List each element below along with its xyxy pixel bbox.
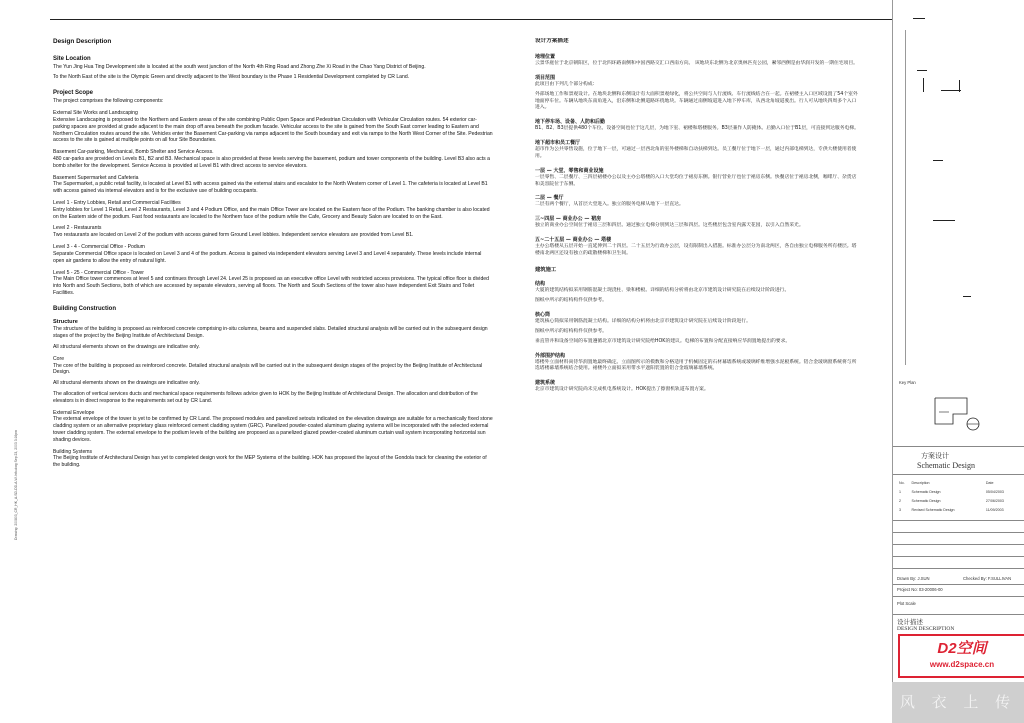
rule — [893, 544, 1024, 545]
supermarket-text: The Supermarket, a public retail facility, is located at Level B1 with access gained via the external stairs and escalator to the North Western corner of Level 1. The cafeteria is located at Level B1 with access gained via internal elevators and is for the exclusive use of building occupants. — [53, 181, 488, 195]
basement-title: Basement Car-parking, Mechanical, Bomb Shelter and Service Access. — [53, 149, 214, 156]
cn-scope-intro: 此项目由下列几个部分构成： — [535, 81, 598, 87]
site-location-heading: Site Location — [53, 55, 91, 62]
revision-row — [898, 505, 1018, 514]
rule — [893, 446, 1024, 447]
revision-table — [898, 478, 1018, 514]
rule — [893, 614, 1024, 615]
key-plan-drawing — [927, 392, 987, 442]
level2-title: Level 2 - Restaurants — [53, 225, 102, 232]
cn-core-note: 图纸中所示的结构构件仅供参考。 — [535, 328, 607, 334]
external-works-title: External Site Works and Landscaping — [53, 110, 138, 117]
cn-systems-text: 北京市建筑设计研究院尚未完成机电系统设计。HOK提出了擦窗机轨道布置方案。 — [535, 387, 709, 393]
level1-title: Level 1 - Entry Lobbies, Retail and Commercial Facilities — [53, 200, 181, 207]
supermarket-title: Basement Supermarket and Cafeteria — [53, 174, 139, 181]
cn-title: 设计方案描述 — [535, 38, 569, 44]
level2-text: Two restaurants are located on Level 2 of the podium with access gained form Ground Level lobbies. Independent service elevators are provided from Level B1. — [53, 232, 414, 239]
cn-envelope-title: 外部围护结构 — [535, 352, 566, 359]
rule — [893, 568, 1024, 569]
structure-title: Structure — [53, 318, 78, 325]
cn-supermarket-text: 超市作为公共零售设施，位于地下一层，可通过一层西北角的室外楼梯和自动扶梯到达。员工餐厅位于地下一层，通过内部电梯到达，专供大楼使用者使用。 — [535, 147, 857, 159]
rule — [893, 520, 1024, 521]
cn-level1-title: 一层 — 大堂、零售和商业设施 — [535, 167, 604, 174]
building-systems-text: The Beijing Institute of Architectural Design has yet to completed design work for the MEP Systems of the building. HOK has proposed the layout of the Gondola track for cleaning the exterior of the building. — [53, 455, 487, 469]
logo-mark-8 — [963, 296, 971, 297]
external-works-text: Extensive Landscaping is proposed to the Northern and Eastern areas of the site combining Public Open Space and Pedestrian Circulation with Vehicular Circulation routes. 54 exterior car-parking spaces are provided at grade adjacent to the main drop off area beneath the podium facade. Vehicular access to the site is gained from the South East corner leading to Eastern and Northern Circulation routes around the site. Vehicles enter the Basement Car-parking via ramps adjacent to the South boundary and exit via ramps to the North West Corner of the Site. Pedestrian access to the site is gained at multiple points on all four Site Boundaries. — [53, 116, 493, 144]
level525-text: The Main Office tower commences at level 5 and continues through Level 24. Level 25 is proposed as an executive office Level with restricted access provisions. The typical office floor is divided into North and South Sections, both of which are accessed by separate elevators, serving all floors. The North and South Sections of the tower also have independent Exit Stairs and Toilet Facilities. — [53, 276, 489, 296]
cn-b1-title: 地下停车场、设备、人防和后勤 — [535, 119, 606, 126]
file-path-label: Drawing: 200803_CR_HK_A-SD-DD-A-W-Info.dwg Sep 23, 2003 3:16pm — [14, 430, 18, 540]
logo-mark-6 — [933, 160, 943, 161]
structure-text: The structure of the building is proposed as reinforced concrete comprising in-situ columns, beams and suspended slabs. Detailed structural analysis will be carried out in the subsequent design stages of the project by the Beijing Institute of Architectural Design. — [53, 326, 488, 340]
project-no: Project No: 03-20006-00 — [897, 587, 943, 592]
rev-header-date: Date — [985, 480, 994, 485]
cn-level34-title: 三~四层 — 商业办公 — 裙房 — [535, 216, 602, 223]
cn-envelope-text: 塔楼外立面材料尚待华润置地最终确定。立面图所示的模数和分格适用于机械固定的石材幕墙系统或玻璃纤维增强水泥板系统。铝合金玻璃窗系统将与所选塔楼幕墙系统结合使用。裙楼外立面拟采用带水平遮阳装置的铝合金玻璃幕墙系统。 — [535, 359, 857, 372]
construction-heading: Building Construction — [53, 305, 116, 312]
revision-row — [898, 487, 1018, 496]
logo-mark-3 — [923, 78, 924, 92]
core-note: All structural elements shown on the drawings are indicative only. — [53, 380, 200, 387]
envelope-title: External Envelope — [53, 409, 95, 416]
stamp-logo-text: D2空间 — [937, 640, 987, 657]
level1-text: Entry lobbies for Level 1 Retail, Level 2 Restaurants, Level 3 and 4 Podium Office, and the main Office Tower are located on the Eastern face of the Podium. The banking chamber is also located on the Eastern side of the podium. Fast food restaurants are located to the Northern face of the podium while the Cafe, Grocery and Beauty Salon are located to on the East. — [53, 206, 490, 220]
cn-scope-title: 项目范围 — [535, 74, 556, 81]
cn-shaft-text: 垂直管井和设备空间的布置遵循北京市建筑设计研究院给HOK的建议。电梯的布置和分配直接响应华润置地提出的要求。 — [535, 338, 791, 344]
rule — [893, 556, 1024, 557]
cn-core-text: 建筑核心筒拟采用钢筋混凝土结构。详细的结构分析将由北京市建筑设计研究院在后续设计阶段进行。 — [535, 319, 751, 325]
rev-description: Revised Schematic Design — [911, 507, 955, 512]
rev-no: 1 — [899, 489, 901, 494]
cn-b1-text: B1、B2、B3层提供480个车位。设备空间也位于这几层，为地下室、裙楼和塔楼服务。B3层兼作人防掩体。后勤入口位于B1层，可直接到达服务电梯。 — [535, 126, 859, 132]
english-description — [53, 38, 493, 688]
rev-header-no: No. — [899, 480, 905, 485]
cn-level1-text: 一层零售、二层餐厅、三四层裙楼办公以及主办公塔楼的入口大堂均位于裙房东侧。银行营业厅也位于裙房东侧。快餐店位于裙房北侧，咖啡厅、杂货店和美容院位于东侧。 — [535, 174, 857, 187]
revision-row — [898, 496, 1018, 505]
upload-watermark: 风 衣 上 传 — [892, 682, 1024, 723]
drawn-by: Drawn By: J.SUN — [897, 576, 930, 581]
sheet-title-cn: 设计描述 — [897, 618, 923, 626]
core-text: The core of the building is proposed as reinforced concrete. Detailed structural analysis will be carried out in the subsequent design stages of the project by the Beijing Institute of Architectural Design. — [53, 362, 483, 376]
project-scope-heading: Project Scope — [53, 90, 94, 97]
site-location-text-2: To the North East of the site is the Olympic Green and directly adjacent to the West boundary is the Phase 1 Residential Development completed by CR Land. — [53, 74, 410, 81]
logo-mark-2 — [917, 70, 927, 71]
level34-text: Separate Commercial Office space is located on Level 3 and 4 of the podium. Access is gained via independent elevators serving Level 3 and Level 4 separately. These levels include internal open air gardens to allow the entry of natural light. — [53, 250, 482, 264]
logo-mark-4 — [941, 90, 961, 91]
plot-scale: Plot Scale — [897, 601, 916, 606]
chinese-description — [535, 38, 860, 558]
building-systems-title: Building Systems — [53, 448, 93, 455]
rev-header-description: Description — [911, 480, 930, 485]
envelope-text: The external envelope of the tower is yet to be confirmed by CR Land. The proposed modules and panelized setouts indicated on the elevation drawings are suitable for a mechanically fixed stone cladding system or an alternative proprietary glass reinforced cement cladding system (GRC). Panelized powder-coated aluminum glazing systems will be incorporated with the selected external tower cladding system. The external envelope to the podium levels of the building are proposed as a panelized glazed powder-coated aluminum curtain wall system incorporating horizontal sun shading devices. — [53, 416, 493, 443]
sheet-title-en: DESIGN DESCRIPTION — [897, 626, 955, 632]
site-location-text: The Yun Jing Hua Ting Development site is located at the south west junction of the North 4th Ring Road and Zhong Zhe Xi Road in the Chao Yang District of Beijing. — [53, 63, 426, 70]
rev-date: 05/04/2003 — [985, 489, 1004, 494]
cn-structure-note: 图纸中所示的结构构件仅供参考。 — [535, 298, 607, 304]
title-block-divider — [905, 30, 906, 365]
basement-text: 480 car-parks are provided on Levels B1, B2 and B3. Mechanical space is also provided at these levels serving the basement, podium and tower components of the building. Level B3 also acts a bomb shelter for the development. Service Access is provided at Level B1 with direct access to service elevators. — [53, 155, 490, 169]
rev-no: 3 — [899, 507, 901, 512]
cn-level525-title: 五~二十五层 — 商业办公 — 塔楼 — [535, 237, 612, 244]
cn-level525-text: 主办公塔楼从五层开始一直延伸到二十四层。二十五层为行政办公层，设有限制出入措施。标准办公层分为南北两区，各自由独立电梯服务所有楼层。塔楼南北两区还设有独立的疏散楼梯和卫生间。 — [535, 244, 857, 257]
key-plan-label: Key Plan — [899, 380, 916, 385]
rule — [893, 532, 1024, 533]
cn-structure-title: 结构 — [535, 281, 546, 288]
cn-scope-text: 外部场地工作和景观设计。在地块北侧和东侧设计有大面积景观绿化，将公共空间与人行流线、车行流线结合在一起。在裙楼主入口区域设置了54个室外地面停车位。车辆从地块东南角进入，沿东侧和北侧道路环绕地块。车辆通过南侧坡道进入地下停车库，从西北角坡道驶出。行人可从地块四周多个入口进入。 — [535, 91, 858, 111]
cn-location-text: 云景华庭位于北京朝阳区，位于北四环路南侧和中国西路交汇口西南方向。 该地块东北侧为北京奥林匹克公园，紧邻西侧是由华润开发的一期住宅项目。 — [535, 61, 858, 67]
project-scope-intro: The project comprises the following components: — [53, 98, 164, 105]
cn-level2-title: 二层 — 餐厅 — [535, 195, 564, 202]
cn-construction-title: 建筑施工 — [535, 266, 557, 273]
rev-no: 2 — [899, 498, 901, 503]
rev-date: 27/06/2003 — [985, 498, 1004, 503]
d2space-stamp — [898, 634, 1024, 678]
stage-cn: 方案设计 — [921, 452, 949, 460]
core-title: Core — [53, 355, 65, 362]
cn-core-title: 核心筒 — [535, 312, 551, 319]
rev-date: 11/09/2003 — [985, 507, 1004, 512]
logo-mark-5 — [959, 80, 960, 92]
logo-mark — [913, 18, 925, 19]
top-rule — [50, 19, 892, 20]
rev-description: Schematic Design — [911, 498, 941, 503]
cn-location-title: 地理位置 — [535, 53, 556, 60]
cn-systems-title: 建筑系统 — [535, 380, 556, 387]
cn-level2-text: 二层有两个餐厅，从首层大堂进入。独立的服务电梯从地下一层直达。 — [535, 202, 684, 208]
structure-note: All structural elements shown on the drawings are indicative only. — [53, 343, 200, 350]
checked-by: Checked By: F.SULLIVAN — [963, 576, 1012, 581]
rule — [893, 596, 1024, 597]
level525-title: Level 5 - 25 - Commercial Office - Tower — [53, 269, 144, 276]
cn-supermarket-title: 地下超市和员工餐厅 — [535, 140, 581, 146]
design-description-title: Design Description — [53, 38, 112, 45]
logo-mark-7 — [933, 220, 955, 221]
rule — [893, 474, 1024, 475]
rule — [893, 584, 1024, 585]
revision-header-row — [898, 478, 1018, 487]
level34-title: Level 3 - 4 - Commercial Office - Podium — [53, 244, 145, 251]
title-block — [892, 0, 1024, 723]
stage-en: Schematic Design — [917, 461, 975, 470]
cn-level34-text: 独立的商业办公空间位于裙房三层和四层。通过独立电梯分别到达三层和四层。这些楼层包含室内露天花园，以引入自然采光。 — [535, 223, 804, 229]
cn-structure-text: 大厦的建筑结构拟采用钢筋混凝土现浇柱、梁和楼板。详细的结构分析将由北京市建筑设计研究院在后续设计阶段进行。 — [535, 288, 790, 294]
stamp-url: www.d2space.cn — [929, 660, 995, 669]
rev-description: Schematic Design — [911, 489, 941, 494]
allocation-text: The allocation of vertical services ducts and mechanical space requirements follows advice given to HOK by the Beijing Institute of Architectural Design. The allocation and distribution of the elevators is in direct response to the requirements set out by CR Land. — [53, 390, 478, 404]
